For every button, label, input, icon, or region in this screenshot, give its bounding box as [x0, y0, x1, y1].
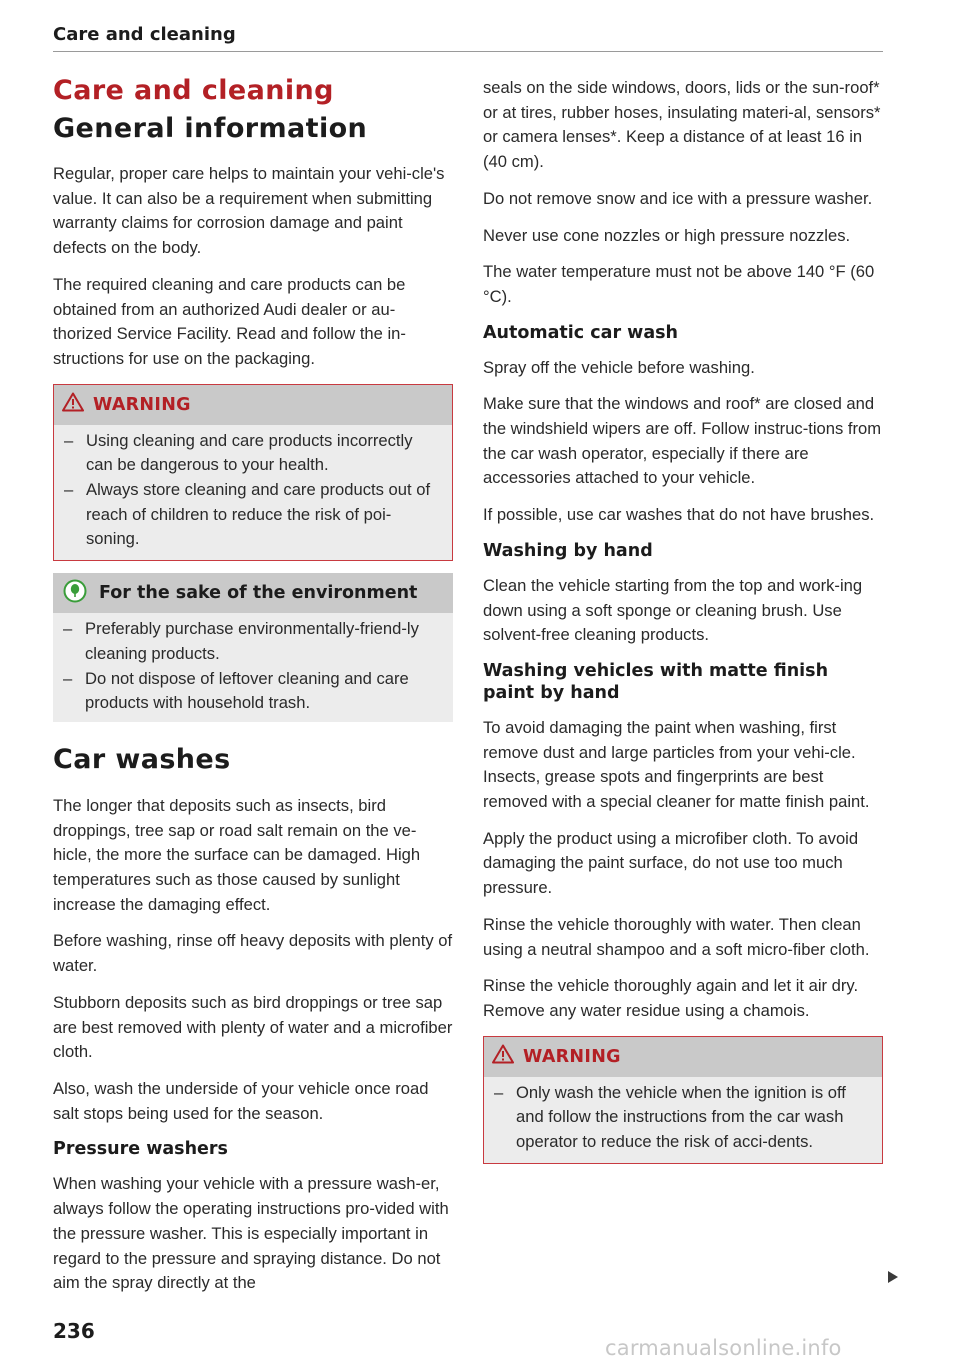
paragraph: The required cleaning and care products can be obtained from an authorized Audi dealer or au-thorized Service Facility. Read and follow the in-structions for use on the packaging.: [53, 274, 406, 368]
warning-title: WARNING: [523, 1046, 621, 1067]
leaf-icon: [63, 579, 87, 608]
paragraph: seals on the side windows, doors, lids or the sun-roof* or at tires, rubber hoses, insulating materi-al, sensors* or camera lenses*. Keep a distance of at least 16 in (40 cm).: [483, 78, 881, 172]
left-column: [53, 74, 453, 1308]
paragraph: To avoid damaging the paint when washing, first remove dust and large particles from your vehi-cle. Insects, grease spots and fingerprints are best removed with a special cleaner for matte finish paint.: [483, 717, 870, 812]
list-item: – Using cleaning and care products incorrectly can be dangerous to your health.: [64, 429, 442, 478]
paragraph: If possible, use car washes that do not have brushes.: [483, 505, 875, 525]
paragraph: Do not remove snow and ice with a pressure washer.: [483, 188, 873, 208]
paragraph: Rinse the vehicle thoroughly with water. Then clean using a neutral shampoo and a soft micro-fiber cloth.: [483, 914, 870, 959]
right-column: [483, 76, 883, 1176]
paragraph: Clean the vehicle starting from the top and work-ing down using a soft sponge or cleaning brush. Use solvent-free cleaning products.: [483, 575, 863, 645]
paragraph: Apply the product using a microfiber cloth. To avoid damaging the paint surface, do not use too much pressure.: [483, 828, 859, 898]
paragraph: Rinse the vehicle thoroughly again and let it air dry. Remove any water residue using a chamois.: [483, 976, 859, 1020]
warning-triangle-icon: [62, 392, 84, 417]
warning-triangle-icon: [492, 1044, 514, 1069]
paragraph: Regular, proper care helps to maintain your vehi-cle's value. It can also be a requirement when submitting warranty claims for corrosion damage and paint defects on the body.: [53, 164, 445, 258]
list-item: – Preferably purchase environmentally-friend-ly cleaning products.: [63, 617, 443, 666]
subheading-washing-by-hand: Washing by hand: [483, 540, 653, 561]
subheading-matte-finish: Washing vehicles with matte finish paint by hand: [483, 660, 829, 703]
list-item: – Only wash the vehicle when the ignition is off and follow the instructions from the car wash operator to reduce the risk of acci-dents.: [494, 1081, 872, 1155]
section-title-car-washes: Car washes: [53, 743, 231, 775]
paragraph: When washing your vehicle with a pressure wash-er, always follow the operating instructions pro-vided with the pressure washer. This is especially important in regard to the pressure and spraying distance. Do not aim the spray directly at the: [53, 1174, 449, 1293]
paragraph: Never use cone nozzles or high pressure nozzles.: [483, 225, 851, 245]
warning-box-body: [54, 425, 452, 561]
environment-title: For the sake of the environment: [99, 583, 418, 604]
header-rule: [53, 51, 883, 52]
list-item: – Always store cleaning and care products out of reach of children to reduce the risk of poi-soning.: [64, 478, 442, 552]
paragraph: Stubborn deposits such as bird droppings or tree sap are best removed with plenty of water and a microfiber cloth.: [53, 992, 453, 1062]
environment-box: [53, 573, 453, 722]
paragraph: Also, wash the underside of your vehicle once road salt stops being used for the season.: [53, 1078, 429, 1123]
paragraph: Spray off the vehicle before washing.: [483, 357, 755, 377]
paragraph: The longer that deposits such as insects, bird droppings, tree sap or road salt remain on the ve-hicle, the more the surface can be damaged. High temperatures such as those caused by sunlight increase the damaging effect.: [53, 795, 421, 914]
subheading-automatic-car-wash: Automatic car wash: [483, 322, 679, 343]
page-number: 236: [53, 1319, 95, 1343]
warning-box-header: [54, 385, 452, 425]
paragraph: Before washing, rinse off heavy deposits with plenty of water.: [53, 931, 453, 976]
running-header: Care and cleaning: [53, 24, 236, 45]
warning-box: [53, 384, 453, 562]
subheading-pressure-washers: Pressure washers: [53, 1139, 228, 1160]
section-title-general-information: General information: [53, 113, 368, 144]
list-item: – Do not dispose of leftover cleaning and care products with household trash.: [63, 667, 443, 716]
warning-box: [483, 1036, 883, 1164]
environment-box-header: [53, 573, 453, 613]
paragraph: Make sure that the windows and roof* are closed and the windshield wipers are off. Follow instruc-tions from the car wash operator, especially if there are accessories attached to your vehicle.: [483, 394, 882, 488]
chapter-title: Care and cleaning: [53, 75, 334, 106]
warning-title: WARNING: [93, 394, 191, 415]
warning-box-body: [484, 1077, 882, 1163]
paragraph: The water temperature must not be above 140 °F (60 °C).: [483, 262, 875, 306]
warning-box-header: [484, 1037, 882, 1077]
watermark: carmanualsonline.info: [605, 1336, 842, 1360]
continue-arrow-icon: [888, 1271, 898, 1283]
environment-box-body: [53, 613, 453, 722]
